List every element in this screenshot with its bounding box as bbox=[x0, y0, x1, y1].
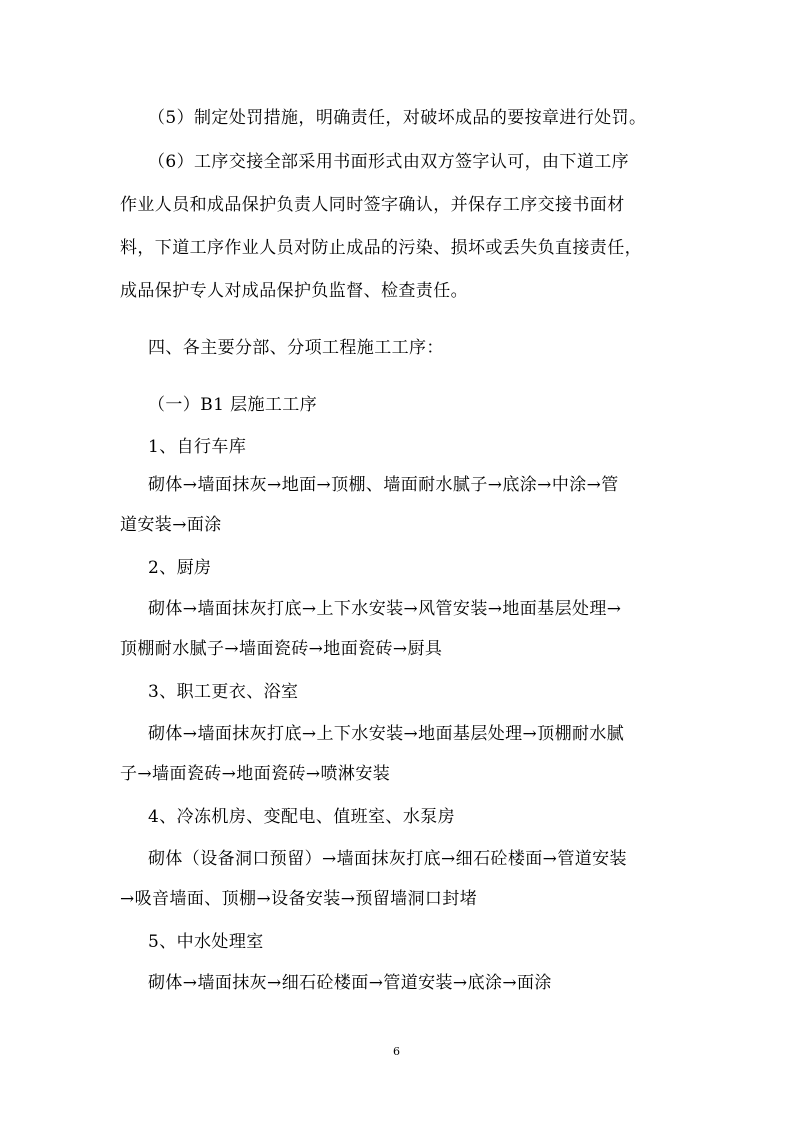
process-line: 砌体→墙面抹灰→地面→顶棚、墙面耐水腻子→底涂→中涂→管 bbox=[148, 475, 619, 495]
process-line: 砌体（设备洞口预留）→墙面抹灰打底→细石砼楼面→管道安装 bbox=[148, 849, 627, 869]
item-heading: 3、职工更衣、浴室 bbox=[148, 682, 299, 702]
process-line: →吸音墙面、顶棚→设备安装→预留墙洞口封堵 bbox=[120, 889, 478, 909]
process-line: 顶棚耐水腻子→墙面瓷砖→地面瓷砖→厨具 bbox=[120, 639, 443, 659]
process-line: 砌体→墙面抹灰→细石砼楼面→管道安装→底涂→面涂 bbox=[148, 973, 552, 993]
paragraph-line: 作业人员和成品保护负责人同时签字确认，并保存工序交接书面材 bbox=[120, 195, 625, 215]
paragraph-line: （6）工序交接全部采用书面形式由双方签字认可，由下道工序 bbox=[148, 152, 630, 172]
item-heading: 1、自行车库 bbox=[148, 437, 247, 457]
item-heading: 2、厨房 bbox=[148, 558, 212, 578]
process-line: 砌体→墙面抹灰打底→上下水安装→地面基层处理→顶棚耐水腻 bbox=[148, 724, 625, 744]
item-heading: 5、中水处理室 bbox=[148, 932, 264, 952]
process-line: 砌体→墙面抹灰打底→上下水安装→风管安装→地面基层处理→ bbox=[148, 599, 622, 619]
subsection-heading: （一）B1 层施工工序 bbox=[148, 395, 318, 415]
page-number: 6 bbox=[393, 1045, 400, 1058]
process-line: 道安装→面涂 bbox=[120, 515, 222, 535]
paragraph-line: 料，下道工序作业人员对防止成品的污染、损坏或丢失负直接责任， bbox=[120, 238, 642, 258]
item-heading: 4、冷冻机房、变配电、值班室、水泵房 bbox=[148, 807, 456, 827]
process-line: 子→墙面瓷砖→地面瓷砖→喷淋安装 bbox=[120, 764, 391, 784]
section-heading: 四、各主要分部、分项工程施工工序： bbox=[148, 338, 444, 358]
paragraph-line: 成品保护专人对成品保护负监督、检查责任。 bbox=[120, 281, 468, 301]
paragraph-line: （5）制定处罚措施，明确责任，对破坏成品的要按章进行处罚。 bbox=[148, 108, 647, 128]
